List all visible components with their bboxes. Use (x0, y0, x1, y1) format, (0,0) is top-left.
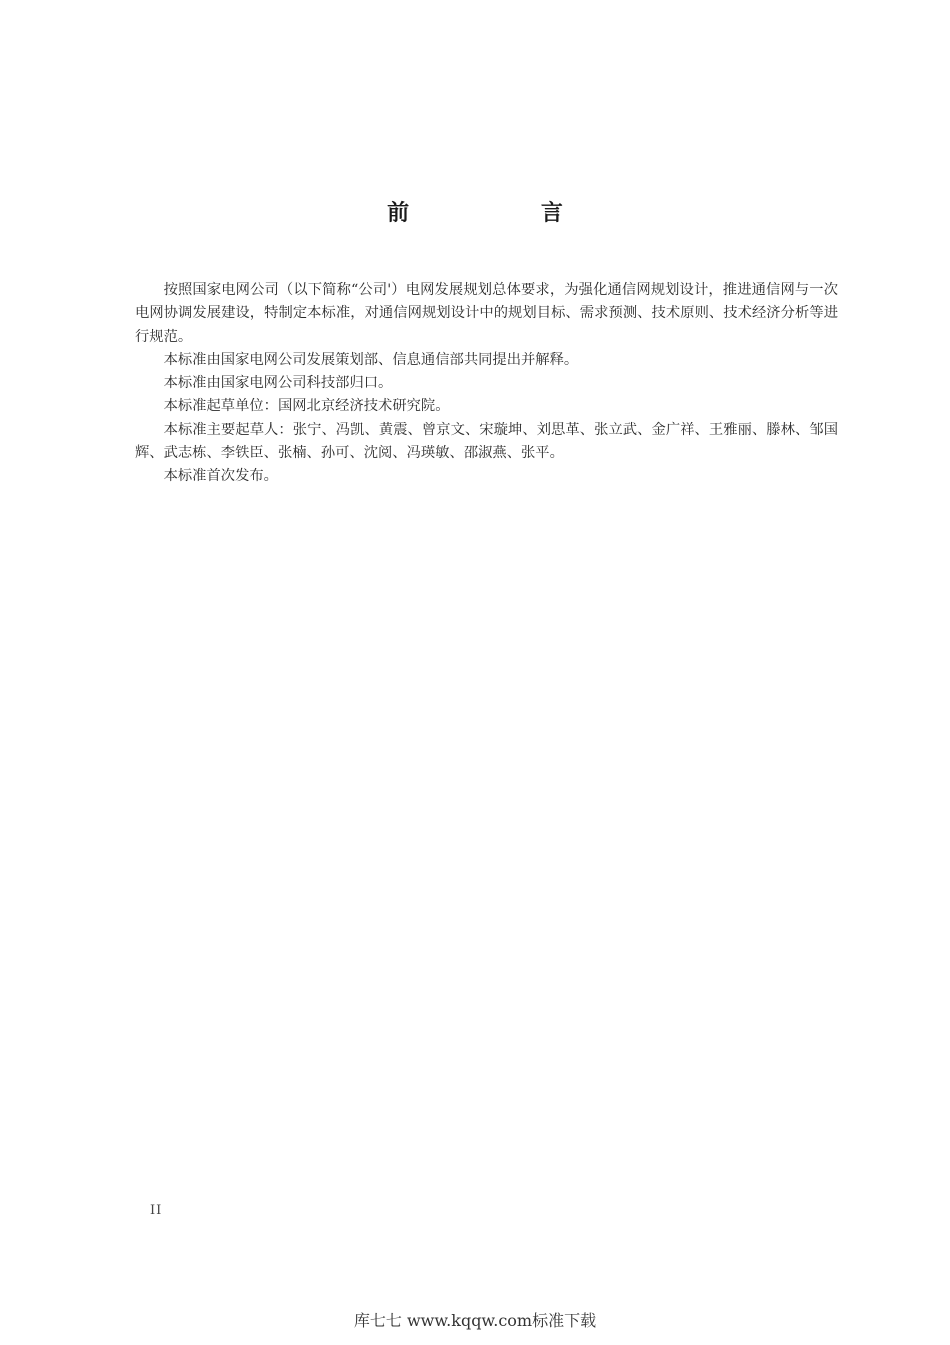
paragraph-drafting-unit: 本标准起草单位：国网北京经济技术研究院。 (163, 398, 450, 415)
page-number: II (150, 1203, 163, 1218)
paragraph-drafters: 本标准主要起草人：张宁、冯凯、黄震、曾京文、宋璇坤、刘思革、张立武、金广祥、王雅丽、滕林、邹国辉、武志栋、李铁臣、张楠、孙可、沈阅、冯瑛敏、邵淑燕、张平。 (135, 421, 838, 462)
paragraph-purpose: 按照国家电网公司（以下简称“公司'）电网发展规划总体要求，为强化通信网规划设计，推进通信网与一次电网协调发展建设，特制定本标准，对通信网规划设计中的规划目标、需求预测、技术原则、技术经济分析等进行规范。 (135, 282, 838, 345)
paragraph-proposer: 本标准由国家电网公司发展策划部、信息通信部共同提出并解释。 (163, 351, 579, 368)
page-title: 前 言 (387, 201, 625, 226)
footer-watermark: 库七七 www.kqqw.com标准下载 (353, 1311, 597, 1330)
paragraph-first-release: 本标准首次发布。 (163, 468, 278, 485)
preface-body (135, 279, 838, 489)
paragraph-administrator: 本标准由国家电网公司科技部归口。 (163, 375, 393, 392)
